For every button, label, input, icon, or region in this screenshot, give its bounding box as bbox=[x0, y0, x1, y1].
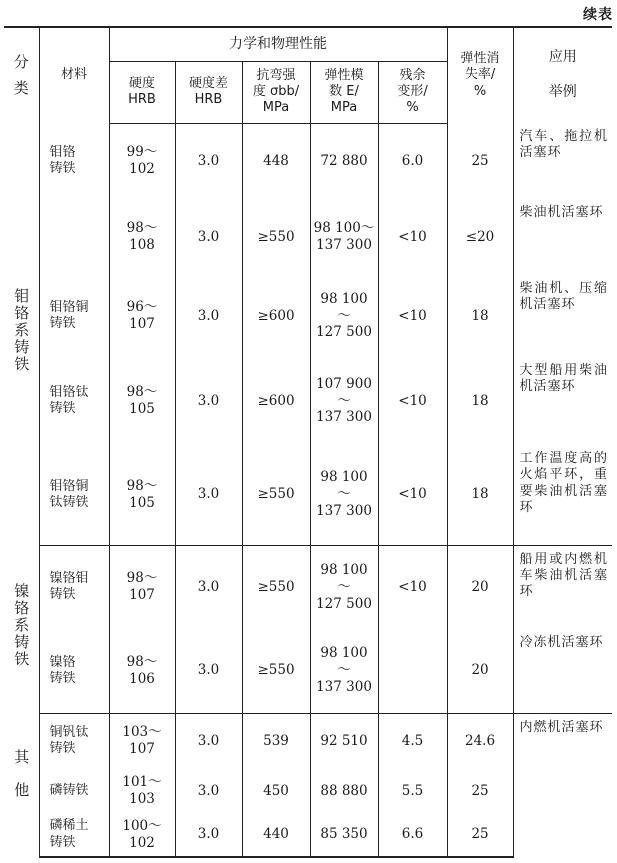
hardness-cell: 98～ 108 bbox=[109, 199, 175, 275]
category-cell bbox=[4, 123, 39, 545]
table-body bbox=[4, 123, 612, 857]
table-header bbox=[4, 27, 612, 123]
header-mechanical-physical: 力学和物理性能 bbox=[109, 27, 447, 61]
elastic-modulus-cell: 88 880 bbox=[310, 769, 378, 813]
header-hardness-diff: 硬度差 HRB bbox=[175, 61, 242, 123]
material-cell: 钼铬铜 铸铁 bbox=[39, 275, 109, 357]
hardness-cell: 99～ 102 bbox=[109, 123, 175, 199]
elastic-loss-cell: 20 bbox=[447, 545, 513, 629]
header-application: 应用 举例 bbox=[513, 27, 612, 123]
residual-deformation-cell: <10 bbox=[378, 545, 447, 629]
header-category: 分 类 bbox=[4, 27, 39, 123]
elastic-modulus-cell: 98 100 ～ 127 500 bbox=[310, 275, 378, 357]
bending-strength-cell: ≥600 bbox=[242, 275, 310, 357]
bending-strength-cell: ≥550 bbox=[242, 545, 310, 629]
table-row bbox=[4, 275, 612, 357]
bending-strength-cell: ≥550 bbox=[242, 629, 310, 713]
elastic-loss-cell: 25 bbox=[447, 769, 513, 813]
residual-deformation-cell: 4.5 bbox=[378, 713, 447, 769]
bending-strength-cell: 448 bbox=[242, 123, 310, 199]
header-bending-strength: 抗弯强 度 σbb/ MPa bbox=[242, 61, 310, 123]
residual-deformation-cell: 6.0 bbox=[378, 123, 447, 199]
residual-deformation-cell: 5.5 bbox=[378, 769, 447, 813]
application-cell: 汽车、拖拉机活塞环 bbox=[513, 123, 612, 199]
application-cell: 大型船用柴油机活塞环 bbox=[513, 357, 612, 445]
material-cell bbox=[39, 199, 109, 275]
table-row bbox=[4, 629, 612, 713]
residual-deformation-cell: <10 bbox=[378, 199, 447, 275]
hardness-diff-cell: 3.0 bbox=[175, 713, 242, 769]
hardness-cell: 100～ 102 bbox=[109, 813, 175, 857]
category-cell bbox=[4, 545, 39, 713]
header-elastic-loss: 弹性消 失率/ % bbox=[447, 27, 513, 123]
hardness-cell: 98～ 105 bbox=[109, 445, 175, 545]
hardness-cell: 98～ 106 bbox=[109, 629, 175, 713]
material-cell: 钼铬钛 铸铁 bbox=[39, 357, 109, 445]
category-label: 其他 bbox=[12, 748, 31, 815]
elastic-modulus-cell: 98 100～ 137 300 bbox=[310, 199, 378, 275]
material-cell: 钼铬铜 钛铸铁 bbox=[39, 445, 109, 545]
category-cell bbox=[4, 713, 39, 857]
elastic-loss-cell: 24.6 bbox=[447, 713, 513, 769]
hardness-cell: 101～ 103 bbox=[109, 769, 175, 813]
bending-strength-cell: 440 bbox=[242, 813, 310, 857]
material-cell: 钼铬 铸铁 bbox=[39, 123, 109, 199]
table-row bbox=[4, 545, 612, 629]
application-cell: 柴油机、压缩机活塞环 bbox=[513, 275, 612, 357]
application-cell: 船用或内燃机车柴油机活塞环 bbox=[513, 545, 612, 629]
hardness-cell: 98～ 107 bbox=[109, 545, 175, 629]
application-cell: 冷冻机活塞环 bbox=[513, 629, 612, 713]
elastic-loss-cell: 18 bbox=[447, 445, 513, 545]
residual-deformation-cell bbox=[378, 629, 447, 713]
header-hardness: 硬度 HRB bbox=[109, 61, 175, 123]
application-cell: 工作温度高的火焰平环，重要柴油机活塞环 bbox=[513, 445, 612, 545]
elastic-modulus-cell: 72 880 bbox=[310, 123, 378, 199]
material-cell: 磷稀土 铸铁 bbox=[39, 813, 109, 857]
table-row bbox=[4, 123, 612, 199]
category-label: 镍铬系铸铁 bbox=[12, 583, 31, 668]
elastic-loss-cell: 18 bbox=[447, 357, 513, 445]
application-cell: 内燃机活塞环 bbox=[513, 713, 612, 857]
elastic-loss-cell: ≤20 bbox=[447, 199, 513, 275]
bending-strength-cell: ≥550 bbox=[242, 445, 310, 545]
bending-strength-cell: ≥600 bbox=[242, 357, 310, 445]
elastic-loss-cell: 18 bbox=[447, 275, 513, 357]
residual-deformation-cell: <10 bbox=[378, 357, 447, 445]
residual-deformation-cell: <10 bbox=[378, 275, 447, 357]
elastic-modulus-cell: 92 510 bbox=[310, 713, 378, 769]
residual-deformation-cell: <10 bbox=[378, 445, 447, 545]
material-cell: 镍铬钼 铸铁 bbox=[39, 545, 109, 629]
residual-deformation-cell: 6.6 bbox=[378, 813, 447, 857]
hardness-diff-cell: 3.0 bbox=[175, 123, 242, 199]
table-caption: 续表 bbox=[583, 7, 613, 23]
hardness-diff-cell: 3.0 bbox=[175, 769, 242, 813]
hardness-cell: 103～ 107 bbox=[109, 713, 175, 769]
hardness-diff-cell: 3.0 bbox=[175, 199, 242, 275]
material-cell: 磷铸铁 bbox=[39, 769, 109, 813]
header-elastic-modulus: 弹性模 数 E/ MPa bbox=[310, 61, 378, 123]
hardness-cell: 96～ 107 bbox=[109, 275, 175, 357]
hardness-diff-cell: 3.0 bbox=[175, 813, 242, 857]
table-row bbox=[4, 357, 612, 445]
hardness-diff-cell: 3.0 bbox=[175, 629, 242, 713]
material-cell: 镍铬 铸铁 bbox=[39, 629, 109, 713]
hardness-diff-cell: 3.0 bbox=[175, 545, 242, 629]
table-row bbox=[4, 199, 612, 275]
bending-strength-cell: 539 bbox=[242, 713, 310, 769]
hardness-cell: 98～ 105 bbox=[109, 357, 175, 445]
elastic-modulus-cell: 85 350 bbox=[310, 813, 378, 857]
table-row bbox=[4, 713, 612, 769]
header-residual-deformation: 残余 变形/ % bbox=[378, 61, 447, 123]
hardness-diff-cell: 3.0 bbox=[175, 357, 242, 445]
table-row bbox=[4, 445, 612, 545]
elastic-modulus-cell: 98 100 ～ 137 300 bbox=[310, 629, 378, 713]
elastic-loss-cell: 25 bbox=[447, 813, 513, 857]
cast-iron-properties-table bbox=[4, 26, 612, 858]
header-material: 材料 bbox=[39, 27, 109, 123]
elastic-modulus-cell: 107 900 ～ 137 300 bbox=[310, 357, 378, 445]
material-cell: 铜钒钛 铸铁 bbox=[39, 713, 109, 769]
hardness-diff-cell: 3.0 bbox=[175, 445, 242, 545]
hardness-diff-cell: 3.0 bbox=[175, 275, 242, 357]
category-label: 钼铬系铸铁 bbox=[12, 288, 31, 373]
elastic-modulus-cell: 98 100 ～ 137 300 bbox=[310, 445, 378, 545]
elastic-loss-cell: 25 bbox=[447, 123, 513, 199]
bending-strength-cell: ≥550 bbox=[242, 199, 310, 275]
elastic-loss-cell: 20 bbox=[447, 629, 513, 713]
elastic-modulus-cell: 98 100 ～ 127 500 bbox=[310, 545, 378, 629]
bending-strength-cell: 450 bbox=[242, 769, 310, 813]
application-cell: 柴油机活塞环 bbox=[513, 199, 612, 275]
